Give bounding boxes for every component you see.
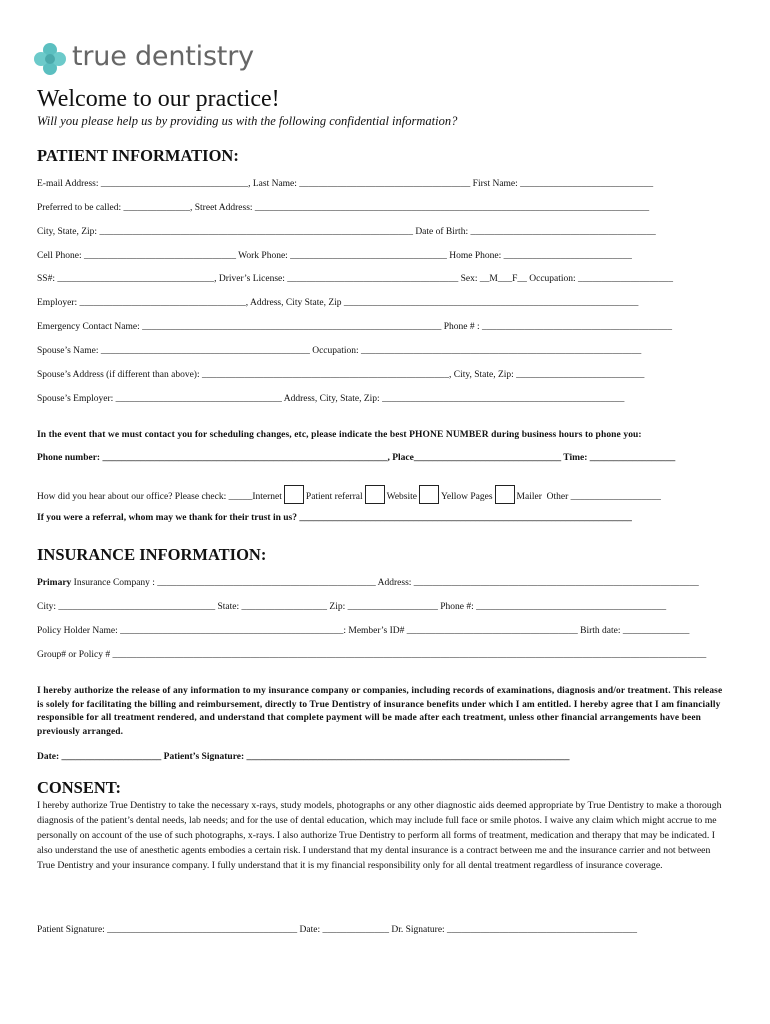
option-mailer: Mailer: [516, 492, 542, 502]
welcome-heading: Welcome to our practice!: [37, 86, 280, 112]
phone-number-line[interactable]: Phone number: ____________________________________________________________, Place_______________________________ Time: __________________: [37, 453, 676, 463]
consent-heading: CONSENT:: [37, 778, 122, 797]
emergency-contact-line[interactable]: Emergency Contact Name: _______________________________________________________________ Phone # : ________________________________________: [37, 322, 672, 332]
option-yellow-pages: Yellow Pages: [440, 492, 493, 502]
option-website: Website: [386, 492, 417, 502]
primary-insurance-fields: Insurance Company : ______________________________________________ Address: ____________________________________________________________: [71, 578, 699, 588]
contact-note: In the event that we must contact you for scheduling changes, etc, please indicate the best PHONE NUMBER during business hours to phone you:: [37, 430, 642, 440]
patient-information-heading: PATIENT INFORMATION:: [37, 146, 239, 165]
checkbox-website[interactable]: [365, 485, 385, 504]
brand-name: true dentistry: [72, 41, 254, 72]
checkbox-mailer[interactable]: [495, 485, 515, 504]
spouse-address-line[interactable]: Spouse’s Address (if different than above): ____________________________________________________, City, State, Zip: ___________________________: [37, 370, 645, 380]
email-name-line[interactable]: E-mail Address: _______________________________, Last Name: ____________________________________ First Name: ____________________________: [37, 179, 654, 189]
phones-line[interactable]: Cell Phone: ________________________________ Work Phone: _________________________________ Home Phone: ___________________________: [37, 251, 632, 261]
option-other[interactable]: Other ___________________: [546, 492, 661, 502]
policy-holder-line[interactable]: Policy Holder Name: _______________________________________________: Member’s ID# ____________________________________ Birth date: ______________: [37, 626, 690, 636]
group-policy-line[interactable]: Group# or Policy # _____________________________________________________________________________________________________________________________: [37, 650, 707, 660]
insurance-city-line[interactable]: City: _________________________________ State: __________________ Zip: ___________________ Phone #: ________________________________________: [37, 602, 667, 612]
primary-label: Primary: [37, 578, 72, 588]
spouse-name-line[interactable]: Spouse’s Name: ____________________________________________ Occupation: ___________________________________________________________: [37, 346, 642, 356]
date-signature-line[interactable]: Date: _____________________ Patient’s Signature: ____________________________________________________________________: [37, 752, 570, 762]
referral-source-row: [37, 485, 661, 504]
option-patient-referral: Patient referral: [305, 492, 363, 502]
consent-paragraph: I hereby authorize True Dentistry to take the necessary x-rays, study models, photographs or any other diagnostic aids deemed appropriate by True Dentistry to make a thorough diagnosis of the patient’s dental needs, lab needs; and for the use of dental education, which may include full face or smile photos. I waive any claim which might accrue to me personally on account of the use of such photographs, x-rays. I also authorize True Dentistry to perform all forms of treatment, medication and therapy that may be indicated. I also understand the use of anesthetic agents embodies a certain risk. I understand that my dental insurance is a contract between me and the insurance carrier and not between True Dentistry and your insurance company. I fully understand that it is my financial responsibility only for all dental treatment regardless of insurance coverage.: [37, 800, 722, 872]
employer-line[interactable]: Employer: ___________________________________, Address, City State, Zip ______________________________________________________________: [37, 298, 639, 308]
subtitle: Will you please help us by providing us with the following confidential information?: [37, 114, 458, 128]
referral-thanks-line[interactable]: If you were a referral, whom may we thank for their trust in us? ______________________________________________________________________: [37, 513, 632, 523]
city-dob-line[interactable]: City, State, Zip: __________________________________________________________________ Date of Birth: _______________________________________: [37, 227, 656, 237]
checkbox-yellow-pages[interactable]: [419, 485, 439, 504]
primary-insurance-line[interactable]: [37, 578, 699, 588]
flower-logo-icon: [34, 42, 66, 76]
consent-signature-line[interactable]: Patient Signature: ________________________________________ Date: ______________ Dr. Signature: ________________________________________: [37, 925, 638, 935]
insurance-information-heading: INSURANCE INFORMATION:: [37, 545, 267, 564]
spouse-employer-line[interactable]: Spouse’s Employer: ___________________________________ Address, City, State, Zip: ___________________________________________________: [37, 394, 625, 404]
ssn-license-line[interactable]: SS#: _________________________________, Driver’s License: ____________________________________ Sex: __M___F__ Occupation: ____________________: [37, 274, 674, 284]
authorization-paragraph: I hereby authorize the release of any information to my insurance company or companies, including records of examinations, diagnosis and/or treatment. This release is solely for facilitating the billing and reimbursement, directly to True Dentistry of insurance benefits under which I am entitled. I hereby agree that I am financially responsible for all treatment rendered, and understand that complete payment will be made after each treatment, unless other financial arrangements have been previously arranged.: [37, 686, 723, 738]
preferred-name-line[interactable]: Preferred to be called: ______________, Street Address: ___________________________________________________________________________________: [37, 203, 650, 213]
checkbox-patient-referral[interactable]: [284, 485, 304, 504]
referral-source-label: How did you hear about our office? Please check: _____Internet: [37, 492, 282, 502]
